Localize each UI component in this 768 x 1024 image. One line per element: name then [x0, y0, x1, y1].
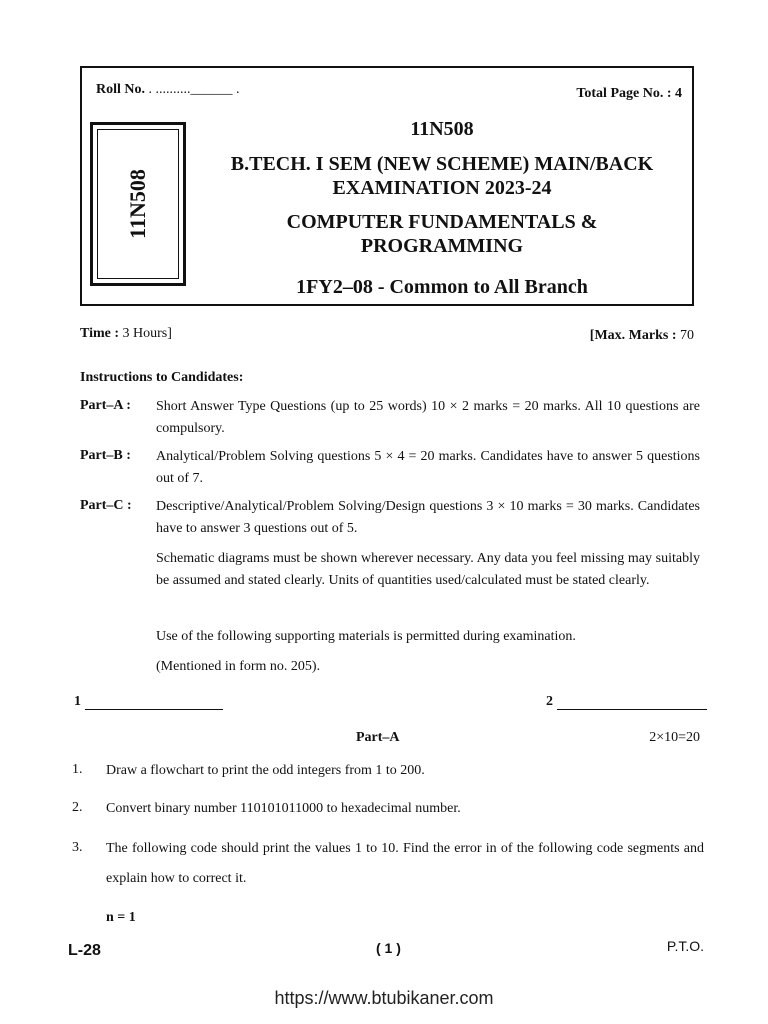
part-b-text: Analytical/Problem Solving questions 5 × 4 = 20 marks. Candidates have to answer 5 questions out of 7.: [156, 449, 700, 486]
footer-code: L-28: [68, 942, 101, 959]
instructions-title: Instructions to Candidates:: [80, 370, 244, 385]
note-form: (Mentioned in form no. 205).: [156, 659, 321, 674]
max-marks-value: 70: [680, 328, 694, 343]
note-materials: Use of the following supporting materials is permitted during examination.: [156, 629, 576, 644]
time-label: Time :: [80, 326, 120, 341]
part-a-label: Part–A :: [80, 398, 131, 413]
max-marks-label: [Max. Marks :: [589, 328, 677, 343]
question-1-text: Draw a flowchart to print the odd integers from 1 to 200.: [106, 763, 425, 778]
source-url: https://www.btubikaner.com: [274, 988, 494, 1008]
question-3-number: 3.: [72, 840, 83, 855]
part-c-label: Part–C :: [80, 498, 132, 513]
signature-2: [546, 694, 707, 710]
part-a-marks: 2×10=20: [649, 730, 700, 745]
time-info: [80, 326, 172, 342]
part-b-label: Part–B :: [80, 448, 131, 463]
code-line: n = 1: [106, 910, 136, 925]
question-3-text: The following code should print the values 1 to 10. Find the error in of the following code segments and explain how to correct it.: [106, 841, 704, 886]
signature-1-number: 1: [74, 694, 81, 709]
side-code: 11N508: [125, 169, 150, 239]
question-2-number: 2.: [72, 800, 83, 815]
subject-title: [192, 210, 692, 258]
time-value: 3 Hours]: [122, 326, 172, 341]
part-c-text: Descriptive/Analytical/Problem Solving/Design questions 3 × 10 marks = 30 marks. Candidates have to answer 3 questions out of 5.: [156, 499, 700, 536]
roll-label: Roll No.: [96, 82, 145, 97]
roll-number: [96, 82, 240, 98]
roll-blank: . ..........______ .: [148, 82, 240, 97]
max-marks: [590, 328, 694, 344]
header-box: [80, 66, 694, 306]
question-1-number: 1.: [72, 762, 83, 777]
signature-2-number: 2: [546, 694, 553, 709]
part-a-text: Short Answer Type Questions (up to 25 words) 10 × 2 marks = 20 marks. All 10 questions are compulsory.: [156, 399, 700, 436]
part-a-title: Part–A: [356, 730, 400, 745]
signature-1: [74, 694, 223, 710]
question-2-text: Convert binary number 110101011000 to hexadecimal number.: [106, 801, 461, 816]
exam-title: [192, 152, 692, 200]
exam-line-1: B.TECH. I SEM (NEW SCHEME) MAIN/BACK: [230, 153, 654, 175]
subject-line-1: COMPUTER FUNDAMENTALS &: [286, 211, 598, 233]
branch-line: 1FY2–08 - Common to All Branch: [296, 276, 588, 298]
page-number: ( 1 ): [376, 940, 401, 956]
exam-line-2: EXAMINATION 2023-24: [332, 177, 552, 199]
total-pages: Total Page No. : 4: [576, 86, 682, 101]
side-code-box: [90, 122, 186, 286]
pto-label: P.T.O.: [666, 938, 704, 954]
subject-line-2: PROGRAMMING: [360, 235, 524, 257]
note-diagrams: Schematic diagrams must be shown wherever necessary. Any data you feel missing may suitably be assumed and stated clearly. Units of quantities used/calculated must be stated clearly.: [156, 551, 700, 588]
paper-code: 11N508: [410, 118, 474, 140]
